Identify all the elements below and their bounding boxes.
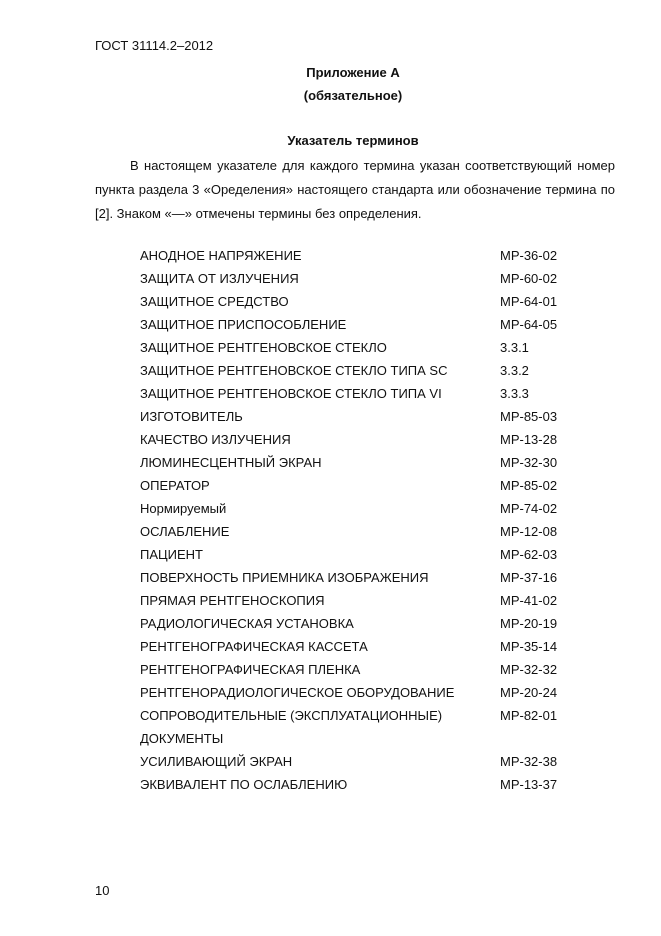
term-name: АНОДНОЕ НАПРЯЖЕНИЕ bbox=[140, 248, 302, 263]
term-name: ИЗГОТОВИТЕЛЬ bbox=[140, 409, 243, 424]
term-code: MP-20-24 bbox=[500, 685, 558, 700]
term-row bbox=[140, 405, 560, 428]
term-code: MP-64-05 bbox=[500, 317, 558, 332]
term-name-line-2: ДОКУМЕНТЫ bbox=[140, 731, 224, 746]
term-code: MP-41-02 bbox=[500, 593, 558, 608]
terms-list bbox=[140, 244, 560, 796]
term-code: MP-32-38 bbox=[500, 754, 558, 769]
term-name: ЗАЩИТНОЕ РЕНТГЕНОВСКОЕ СТЕКЛО ТИПА VI bbox=[140, 386, 442, 401]
term-code: 3.3.2 bbox=[500, 363, 529, 378]
term-name: УСИЛИВАЮЩИЙ ЭКРАН bbox=[140, 754, 293, 769]
term-name: ПАЦИЕНТ bbox=[140, 547, 203, 562]
term-code: 3.3.1 bbox=[500, 340, 529, 355]
term-code: MP-85-02 bbox=[500, 478, 558, 493]
term-row bbox=[140, 612, 560, 635]
term-row bbox=[140, 543, 560, 566]
term-name-line-1: СОПРОВОДИТЕЛЬНЫЕ (ЭКСПЛУАТАЦИОННЫЕ) bbox=[140, 708, 443, 723]
term-name: РЕНТГЕНОГРАФИЧЕСКАЯ КАССЕТА bbox=[140, 639, 368, 654]
term-name: ЗАЩИТНОЕ РЕНТГЕНОВСКОЕ СТЕКЛО ТИПА SC bbox=[140, 363, 448, 378]
term-code: MP-32-32 bbox=[500, 662, 558, 677]
term-code: MP-37-16 bbox=[500, 570, 558, 585]
term-row bbox=[140, 336, 560, 359]
term-name: КАЧЕСТВО ИЗЛУЧЕНИЯ bbox=[140, 432, 291, 447]
appendix-status: (обязательное) bbox=[303, 88, 403, 103]
term-code: 3.3.3 bbox=[500, 386, 529, 401]
term-row bbox=[140, 474, 560, 497]
term-name: Нормируемый bbox=[140, 501, 227, 516]
term-code: MP-74-02 bbox=[500, 501, 558, 516]
term-code: MP-13-37 bbox=[500, 777, 558, 792]
term-row bbox=[140, 750, 560, 773]
index-title: Указатель терминов bbox=[287, 133, 419, 148]
term-name: РЕНТГЕНОРАДИОЛОГИЧЕСКОЕ ОБОРУДОВАНИЕ bbox=[140, 685, 455, 700]
intro-paragraph: В настоящем указателе для каждого термина указан соответствующий номер пункта раздела 3 «Оределения» настоящего стандарта или обозначение термина по [2]. Знаком «—» отмечены термины без определения. bbox=[95, 158, 615, 221]
term-code: MP-62-03 bbox=[500, 547, 558, 562]
term-name: ЗАЩИТНОЕ РЕНТГЕНОВСКОЕ СТЕКЛО bbox=[140, 340, 387, 355]
term-name: ЗАЩИТА ОТ ИЗЛУЧЕНИЯ bbox=[140, 271, 299, 286]
term-name: ЭКВИВАЛЕНТ ПО ОСЛАБЛЕНИЮ bbox=[140, 777, 348, 792]
term-name: ОПЕРАТОР bbox=[140, 478, 210, 493]
term-row bbox=[140, 589, 560, 612]
term-code: MP-12-08 bbox=[500, 524, 558, 539]
term-code: MP-32-30 bbox=[500, 455, 558, 470]
term-name: РЕНТГЕНОГРАФИЧЕСКАЯ ПЛЕНКА bbox=[140, 662, 361, 677]
term-row bbox=[140, 244, 560, 267]
term-code: MP-64-01 bbox=[500, 294, 558, 309]
term-name: РАДИОЛОГИЧЕСКАЯ УСТАНОВКА bbox=[140, 616, 354, 631]
term-row bbox=[140, 773, 560, 796]
term-row bbox=[140, 681, 560, 704]
term-name bbox=[140, 704, 485, 750]
term-code: MP-82-01 bbox=[500, 708, 558, 723]
page-number: 10 bbox=[95, 883, 110, 898]
term-row bbox=[140, 497, 560, 520]
term-row bbox=[140, 359, 560, 382]
term-code: MP-60-02 bbox=[500, 271, 558, 286]
term-row bbox=[140, 451, 560, 474]
term-code: MP-20-19 bbox=[500, 616, 558, 631]
term-row bbox=[140, 566, 560, 589]
term-name: ЛЮМИНЕСЦЕНТНЫЙ ЭКРАН bbox=[140, 455, 322, 470]
term-code: MP-35-14 bbox=[500, 639, 558, 654]
term-row bbox=[140, 313, 560, 336]
term-name: ОСЛАБЛЕНИЕ bbox=[140, 524, 230, 539]
term-row bbox=[140, 520, 560, 543]
appendix-title: Приложение А bbox=[306, 65, 400, 80]
term-row bbox=[140, 428, 560, 451]
term-code: MP-13-28 bbox=[500, 432, 558, 447]
document-header: ГОСТ 31114.2–2012 bbox=[95, 38, 214, 53]
term-name: ПРЯМАЯ РЕНТГЕНОСКОПИЯ bbox=[140, 593, 325, 608]
term-row bbox=[140, 382, 560, 405]
term-row bbox=[140, 267, 560, 290]
term-code: MP-36-02 bbox=[500, 248, 558, 263]
term-row bbox=[140, 290, 560, 313]
term-name: ЗАЩИТНОЕ СРЕДСТВО bbox=[140, 294, 289, 309]
term-code: MP-85-03 bbox=[500, 409, 558, 424]
term-name: ЗАЩИТНОЕ ПРИСПОСОБЛЕНИЕ bbox=[140, 317, 347, 332]
term-row bbox=[140, 635, 560, 658]
term-row bbox=[140, 704, 560, 750]
term-row bbox=[140, 658, 560, 681]
term-name: ПОВЕРХНОСТЬ ПРИЕМНИКА ИЗОБРАЖЕНИЯ bbox=[140, 570, 429, 585]
